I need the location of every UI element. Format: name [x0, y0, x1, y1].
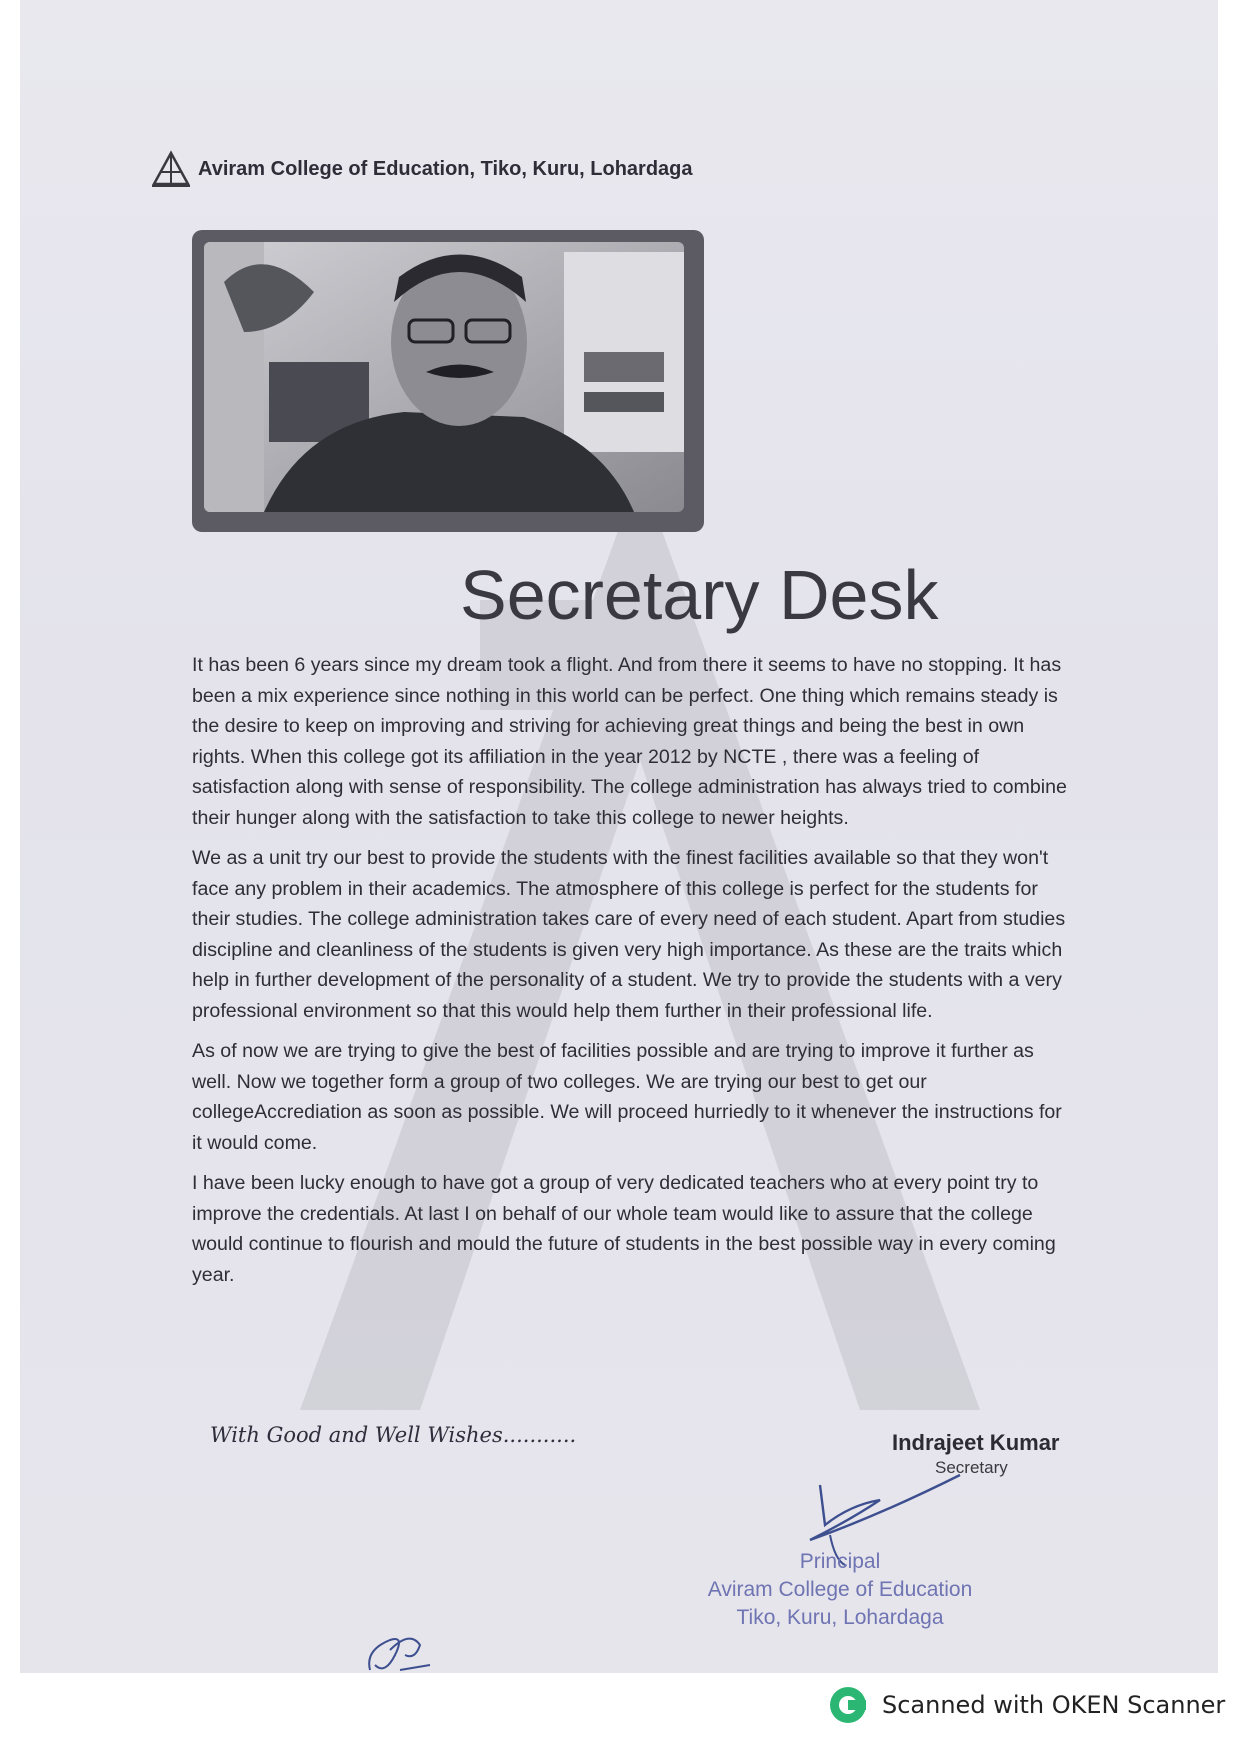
- body-paragraph: We as a unit try our best to provide the students with the finest facilities available so that they won't face any problem in their academics. The atmosphere of this college is perfect for the students for their studies. The college administration takes care of every need of each student. Apart from studies discipline and cleanliness of the students is given very high importance. As these are the traits which help in further development of the personality of a student. We try to provide the students with a very professional environment so that this would help them further in their professional life.: [192, 847, 1066, 1022]
- college-logo-icon: [150, 150, 192, 188]
- body-paragraph: As of now we are trying to give the best of facilities possible and are trying to improve it further as well. Now we together form a group of two colleges. We are trying our best to get our collegeAccrediation as soon as possible. We will proceed hurriedly to it whenever the instructions for it would come.: [192, 1040, 1062, 1154]
- stamp-address: Tiko, Kuru, Lohardaga: [736, 1606, 944, 1629]
- institution-name: Aviram College of Education, Tiko, Kuru, Lohardaga: [198, 157, 693, 180]
- page-title: Secretary Desk: [460, 556, 939, 634]
- scanner-footer: [828, 1685, 1225, 1725]
- letter-body: [192, 650, 1077, 1300]
- document-page: [20, 0, 1218, 1673]
- body-paragraph: It has been 6 years since my dream took a flight. And from there it seems to have no stopping. It has been a mix experience since nothing in this world can be perfect. One thing which remains steady is the desire to keep on improving and striving for achieving great things and being the best in own rights. When this college got its affiliation in the year 2012 by NCTE , there was a feeling of satisfaction along with sense of responsibility. The college administration has always tried to combine their hunger along with the satisfaction to take this college to newer heights.: [192, 654, 1067, 829]
- signer-role: Secretary: [935, 1458, 1008, 1477]
- principal-stamp: [680, 1548, 1000, 1632]
- closing-line: With Good and Well Wishes...........: [210, 1423, 577, 1447]
- scanner-text: Scanned with OKEN Scanner: [882, 1691, 1226, 1719]
- handwritten-initials: [360, 1620, 450, 1673]
- secretary-photo: [204, 242, 684, 512]
- signer-name: Indrajeet Kumar: [892, 1430, 1060, 1455]
- photo-frame: [192, 230, 704, 532]
- oken-scanner-logo-icon: [828, 1685, 868, 1725]
- stamp-title: Principal: [799, 1550, 881, 1573]
- page-header: [150, 150, 693, 188]
- stamp-institution: Aviram College of Education: [707, 1578, 973, 1601]
- body-paragraph: I have been lucky enough to have got a group of very dedicated teachers who at every point try to improve the credentials. At last I on behalf of our whole team would like to assure that the college would continue to flourish and mould the future of students in the best possible way in every coming year.: [192, 1172, 1056, 1286]
